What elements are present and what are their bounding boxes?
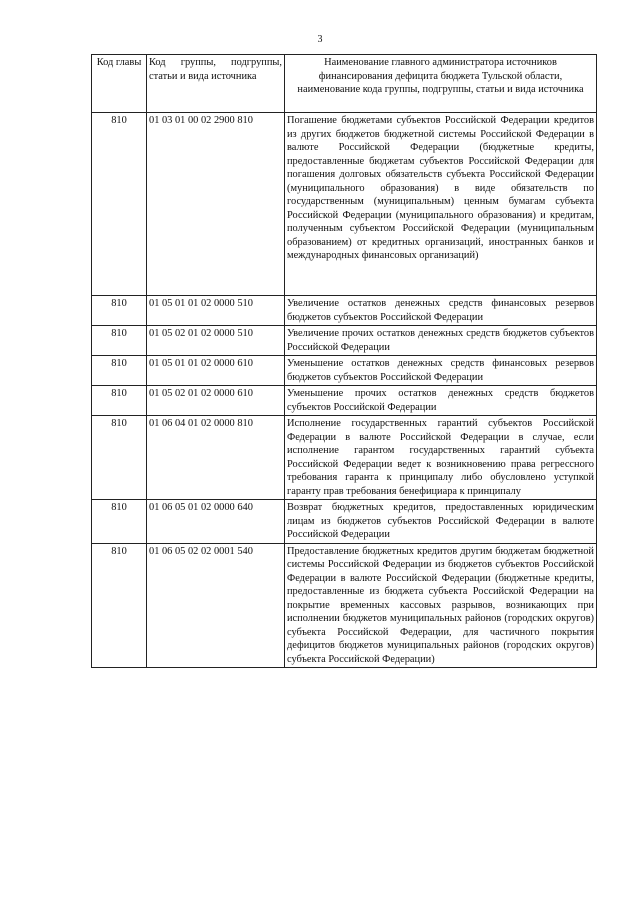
header-chapter-code: Код главы — [92, 55, 147, 113]
table-header — [92, 55, 597, 113]
page-number: 3 — [317, 34, 323, 45]
table-row — [92, 113, 597, 296]
chapter-code-cell: 810 — [92, 113, 147, 296]
source-name-cell: Увеличение остатков денежных средств финансовых резервов бюджетов субъектов Российской Федерации — [285, 296, 597, 326]
chapter-code-cell: 810 — [92, 386, 147, 416]
table-row — [92, 296, 597, 326]
table-row — [92, 500, 597, 544]
source-name-cell: Возврат бюджетных кредитов, предоставленных юридическим лицам из бюджетов субъектов Российской Федерации в валюте Российской Федерации — [285, 500, 597, 544]
source-name-cell: Уменьшение прочих остатков денежных средств бюджетов субъектов Российской Федерации — [285, 386, 597, 416]
table-row — [92, 416, 597, 500]
source-code-cell: 01 06 05 01 02 0000 640 — [147, 500, 285, 544]
source-code-cell: 01 05 01 01 02 0000 510 — [147, 296, 285, 326]
source-name-cell: Предоставление бюджетных кредитов другим бюджетам бюджетной системы Российской Федерации из бюджетов субъектов Российской Федерации в валюте Российской Федерации (бюджетные кредиты, предоставленные из бюджета субъекта Российской Федерации на покрытие временных кассовых разрывов, возникающих при исполнении бюджетов муниципальных районов (городских округов) субъекта Российской Федерации, для частичного покрытия дефицитов бюджетов муниципальных районов (городских округов) субъекта Российской Федерации) — [285, 543, 597, 668]
chapter-code-cell: 810 — [92, 543, 147, 668]
source-name-cell: Погашение бюджетами субъектов Российской Федерации кредитов из других бюджетов бюджетной системы Российской Федерации в валюте Российской Федерации (бюджетные кредиты, предоставленные бюджетам субъектов Российской Федерации для погашения долговых обязательств субъекта Российской Федерации (муниципального образования) в виде обязательств по государственным (муниципальным) ценным бумагам субъекта Российской Федерации (муниципального образования) и кредитам, полученным субъектом Российской Федерации (муниципальным образованием) от кредитных организаций, иностранных банков и международных финансовых организаций) — [285, 113, 597, 296]
budget-sources-table — [91, 54, 597, 668]
chapter-code-cell: 810 — [92, 326, 147, 356]
chapter-code-cell: 810 — [92, 416, 147, 500]
source-name-cell: Исполнение государственных гарантий субъектов Российской Федерации в валюте Российской Федерации в случае, если исполнение гарантом государственных гарантий субъекта Российской Федерации ведет к возникновению права регрессного требования гаранта к принципалу либо обусловлено уступкой гаранту прав требования бенефициара к принципалу — [285, 416, 597, 500]
table-row — [92, 356, 597, 386]
header-source-name: Наименование главного администратора источников финансирования дефицита бюджета Тульской области, наименование кода группы, подгруппы, статьи и вида источника — [285, 55, 597, 113]
source-name-cell: Увеличение прочих остатков денежных средств бюджетов субъектов Российской Федерации — [285, 326, 597, 356]
source-code-cell: 01 05 02 01 02 0000 610 — [147, 386, 285, 416]
source-code-cell: 01 06 04 01 02 0000 810 — [147, 416, 285, 500]
source-code-cell: 01 05 01 01 02 0000 610 — [147, 356, 285, 386]
table-row — [92, 543, 597, 668]
header-group-code: Код группы, подгруппы, статьи и вида источника — [147, 55, 285, 113]
source-code-cell: 01 06 05 02 02 0001 540 — [147, 543, 285, 668]
table-row — [92, 386, 597, 416]
chapter-code-cell: 810 — [92, 356, 147, 386]
table-header-row — [92, 55, 597, 113]
source-name-cell: Уменьшение остатков денежных средств финансовых резервов бюджетов субъектов Российской Федерации — [285, 356, 597, 386]
source-code-cell: 01 03 01 00 02 2900 810 — [147, 113, 285, 296]
source-code-cell: 01 05 02 01 02 0000 510 — [147, 326, 285, 356]
table-row — [92, 326, 597, 356]
chapter-code-cell: 810 — [92, 500, 147, 544]
table-body — [92, 113, 597, 668]
chapter-code-cell: 810 — [92, 296, 147, 326]
